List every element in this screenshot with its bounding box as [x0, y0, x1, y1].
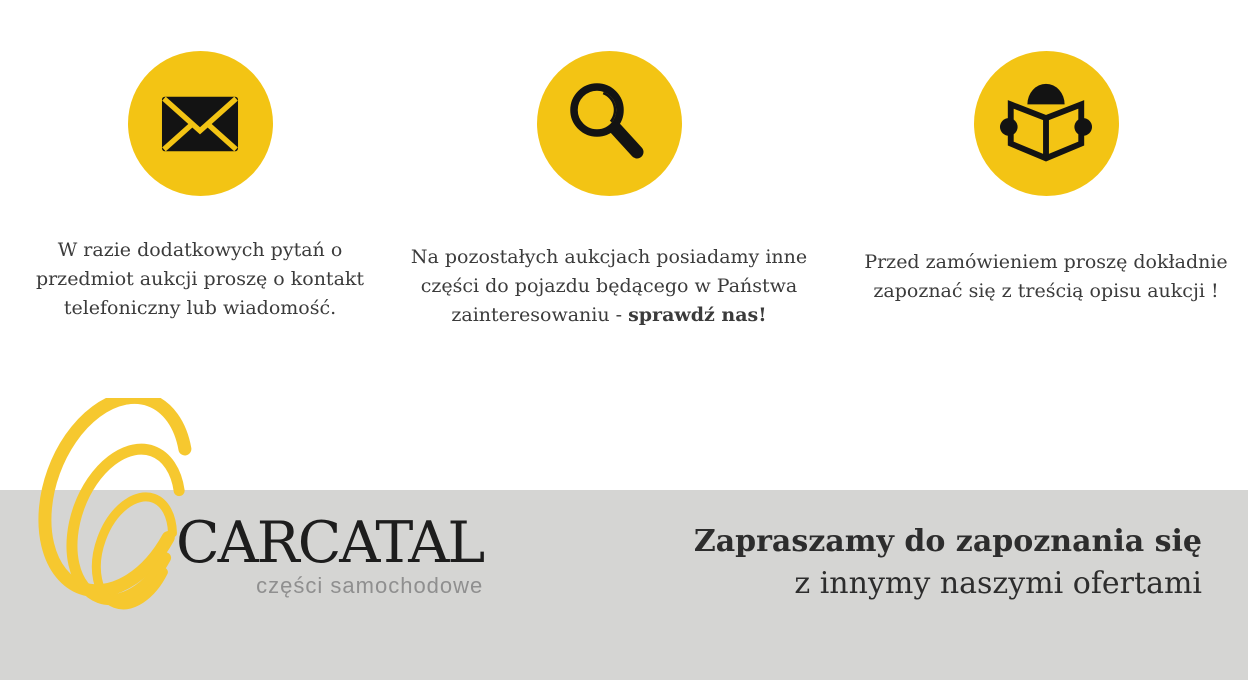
invite-line-1: Zapraszamy do zapoznania się [693, 524, 1202, 559]
other-auctions-text-line: Na pozostałych aukcjach posiadamy inne [410, 246, 808, 268]
other-auctions-text-regular: zainteresowaniu - [451, 304, 629, 326]
envelope-icon [161, 95, 239, 153]
other-auctions-text [408, 243, 810, 330]
logo [176, 512, 483, 598]
other-auctions-text-line [408, 301, 810, 330]
feature-card-contact [20, 0, 380, 323]
contact-icon-circle [128, 51, 273, 196]
other-auctions-text-line: części do pojazdu będącego w Państwa [420, 275, 798, 297]
contact-text-line: przedmiot aukcji proszę o kontakt [35, 268, 365, 290]
read-description-text-line: Przed zamówieniem proszę dokładnie [864, 251, 1228, 273]
read-description-text-line: zapoznać się z treścią opisu aukcji ! [873, 280, 1219, 302]
reader-icon [999, 77, 1093, 171]
invite-line-2: z innymy naszymi ofertami [794, 566, 1202, 601]
feature-card-read-description [845, 0, 1247, 306]
contact-text-line: W razie dodatkowych pytań o [57, 239, 343, 261]
check-us-emphasis: sprawdź nas! [628, 304, 767, 326]
contact-text [20, 236, 380, 323]
magnifier-icon [567, 82, 651, 166]
reader-icon-circle [974, 51, 1119, 196]
logo-name: CARCATAL [176, 510, 484, 576]
logo-tagline: części samochodowe [256, 573, 484, 598]
feature-card-other-auctions [408, 0, 810, 330]
search-icon-circle [537, 51, 682, 196]
contact-text-line: telefoniczny lub wiadomość. [63, 297, 337, 319]
invite-message [694, 521, 1202, 605]
read-description-text [845, 248, 1247, 306]
